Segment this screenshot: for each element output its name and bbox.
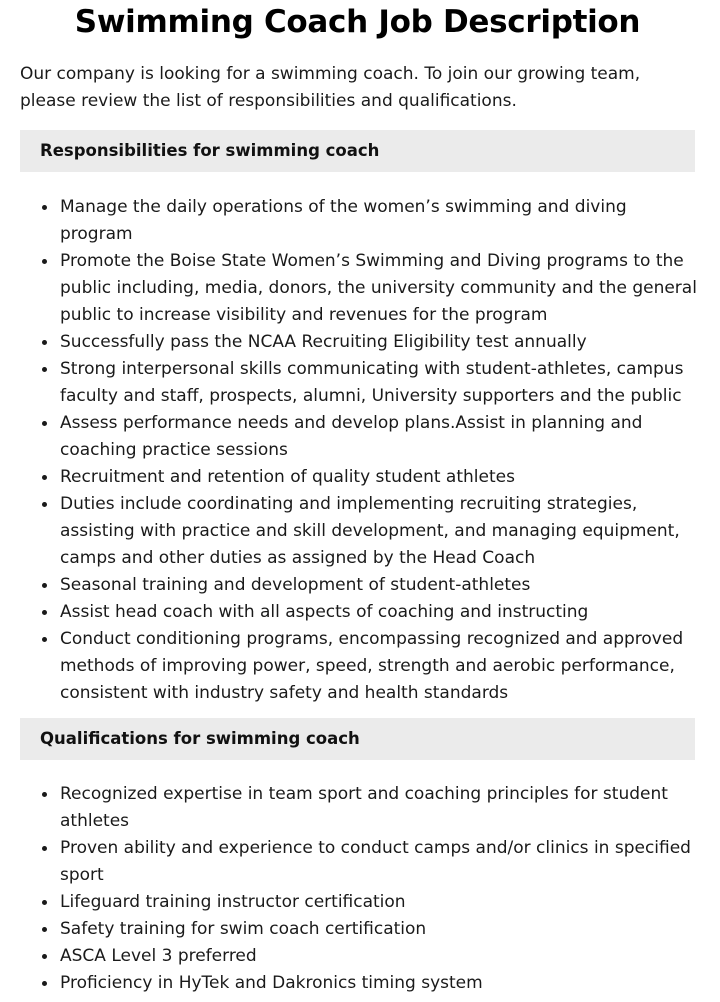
bullet-icon [42, 583, 47, 588]
responsibilities-list [20, 194, 695, 707]
bullet-icon [42, 475, 47, 480]
intro-paragraph: Our company is looking for a swimming coach. To join our growing team, please review the list of responsibilities and qualifications. [20, 64, 641, 111]
bullet-icon [42, 259, 47, 264]
bullet-icon [42, 637, 47, 642]
bullet-icon [42, 900, 47, 905]
list-item-text: Seasonal training and development of student-athletes [60, 575, 531, 595]
list-item-text: Lifeguard training instructor certification [60, 892, 406, 912]
list-item-text: Recognized expertise in team sport and coaching principles for student athletes [60, 784, 668, 831]
list-item [20, 970, 701, 997]
bullet-icon [42, 954, 47, 959]
bullet-icon [42, 502, 47, 507]
list-item-text: Recruitment and retention of quality student athletes [60, 467, 515, 487]
bullet-icon [42, 340, 47, 345]
list-item-text: Promote the Boise State Women’s Swimming and Diving programs to the public including, media, donors, the university community and the general public to increase visibility and revenues for the program [60, 251, 697, 325]
list-item [20, 889, 701, 916]
list-item-text: Safety training for swim coach certification [60, 919, 427, 939]
list-item-text: Conduct conditioning programs, encompassing recognized and approved methods of improving power, speed, strength and aerobic performance, consistent with industry safety and health standards [60, 629, 684, 703]
job-description-page [20, 0, 695, 997]
bullet-icon [42, 205, 47, 210]
list-item [20, 626, 701, 707]
list-item-text: Strong interpersonal skills communicating with student-athletes, campus faculty and staff, prospects, alumni, University supporters and the public [60, 359, 684, 406]
list-item [20, 248, 701, 329]
list-item-text: Duties include coordinating and implementing recruiting strategies, assisting with practice and skill development, and managing equipment, camps and other duties as assigned by the Head Coach [60, 494, 680, 568]
bullet-icon [42, 981, 47, 986]
list-item [20, 356, 701, 410]
list-item [20, 464, 701, 491]
responsibilities-heading: Responsibilities for swimming coach [20, 130, 695, 172]
page-title: Swimming Coach Job Description [74, 4, 641, 40]
bullet-icon [42, 927, 47, 932]
bullet-icon [42, 610, 47, 615]
list-item [20, 194, 701, 248]
bullet-icon [42, 846, 47, 851]
list-item-text: Proficiency in HyTek and Dakronics timing system [60, 973, 483, 993]
list-item-text: ASCA Level 3 preferred [60, 946, 257, 966]
list-item [20, 572, 701, 599]
bullet-icon [42, 421, 47, 426]
list-item-text: Assess performance needs and develop plans.Assist in planning and coaching practice sessions [60, 413, 643, 460]
bullet-icon [42, 792, 47, 797]
list-item [20, 943, 701, 970]
list-item [20, 599, 701, 626]
list-item [20, 329, 701, 356]
list-item [20, 781, 701, 835]
list-item [20, 410, 701, 464]
list-item-text: Successfully pass the NCAA Recruiting Eligibility test annually [60, 332, 587, 352]
qualifications-heading: Qualifications for swimming coach [20, 718, 695, 760]
bullet-icon [42, 367, 47, 372]
list-item-text: Proven ability and experience to conduct camps and/or clinics in specified sport [60, 838, 691, 885]
qualifications-list [20, 781, 695, 997]
list-item-text: Assist head coach with all aspects of coaching and instructing [60, 602, 589, 622]
list-item [20, 491, 701, 572]
list-item [20, 916, 701, 943]
list-item [20, 835, 701, 889]
list-item-text: Manage the daily operations of the women’s swimming and diving program [60, 197, 627, 244]
